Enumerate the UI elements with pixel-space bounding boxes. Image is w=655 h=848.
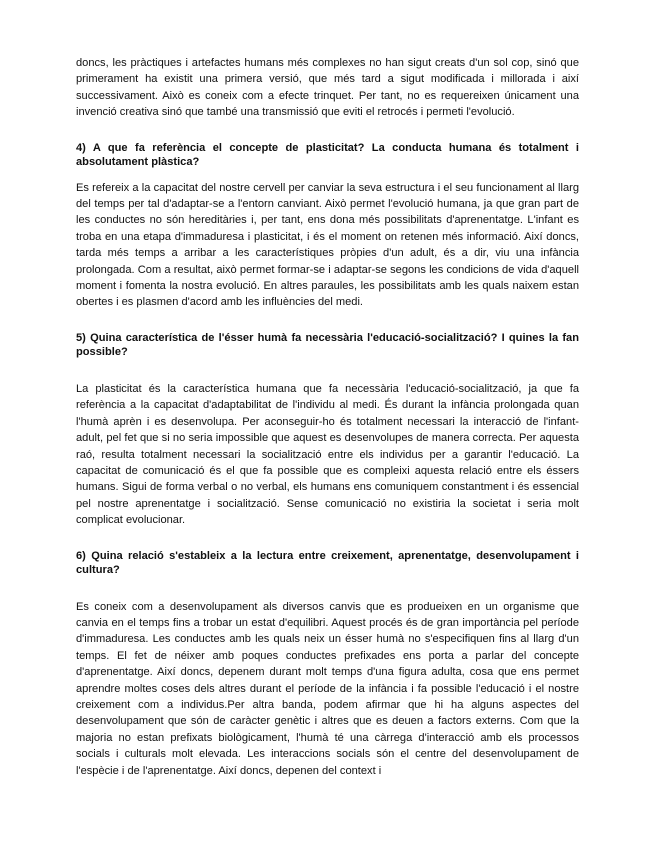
- answer-4-paragraph: Es refereix a la capacitat del nostre cervell per canviar la seva estructura i el seu funcionament al llarg del temps per tal d'adaptar-se a l'entorn canviant. Això permet l'evolució humana, ja que gran part de les conductes no són hereditàries i, per tant, ens dona més possibilitats d'aprenentatge. L'infant es troba en una etapa d'immaduresa i plasticitat, i és el moment on retenen més informació. Així doncs, tarda més temps a arribar a les característiques pròpies d'un adult, és a dir, viu una infància prolongada. Com a resultat, això permet formar-se i adaptar-se segons les condicions de vida d'aquell moment i fomenta la nostra evolució. En altres paraules, les possibilitats amb les quals naixem estan obertes i es plasmen d'acord amb les influències del medi.: [76, 181, 579, 309]
- document-page: [76, 55, 579, 779]
- intro-paragraph: doncs, les pràctiques i artefactes humans més complexes no han sigut creats d'un sol cop, sinó que primerament ha existit una primera versió, que més tard a sigut modificada i millorada i així successivament. Això es coneix com a efecte trinquet. Per tant, no es requereixen únicament una invenció creativa sinó que també una transmissió que eviti el retrocés i permeti l'evolució.: [76, 57, 579, 119]
- answer-5-paragraph: La plasticitat és la característica humana que fa necessària l'educació-socialització, ja que fa referència a la capacitat d'adaptabilitat de l'individu al medi. És durant la infància prolongada quan l'humà aprèn i es desenvolupa. Per aconseguir-ho és totalment necessari la interacció de l'infant-adult, pel fet que si no seria impossible que aquest es desenvolupes de manera correcta. Per aquesta raó, resulta totalment necessari la socialització entre els individus per a garantir l'educació. La capacitat de comunicació és el que fa possible que es compleixi aquesta relació entre els éssers humans. Sigui de forma verbal o no verbal, els humans ens comuniquem constantment i és essencial pel nostre aprenentatge i socialització. Sense comunicació no existiria la societat i seria molt complicat evolucionar.: [76, 382, 579, 527]
- answer-6-paragraph: Es coneix com a desenvolupament als diversos canvis que es produeixen en un organisme que canvia en el temps fins a trobar un estat d'equilibri. Aquest procés és de gran importància pel període d'immaduresa. Les conductes amb les quals neix un ésser humà no s'especifiquen fins al llarg d'un temps. El fet de néixer amb poques conductes prefixades ens porta a parlar del concepte d'aprenentatge. Així doncs, depenem durant molt temps d'una figura adulta, cosa que ens permet aprendre moltes coses dels altres durant el període de la infància i fa possible l'educació i el nostre creixement com a individus.Per altra banda, podem afirmar que hi ha alguns aspectes del desenvolupament que són de caràcter genètic i altres que es deuen a factors externs. Com que la majoria no estan prefixats biològicament, l'humà té una càrrega d'interacció amb els processos socials i culturals molt elevada. Les interaccions socials són el centre del desenvolupament de l'espècie i de l'aprenentatge. Així doncs, depenen del context i: [76, 600, 579, 777]
- question-6-heading: 6) Quina relació s'estableix a la lectura entre creixement, aprenentatge, desenvolupament i cultura?: [76, 549, 579, 577]
- question-4-heading: 4) A que fa referència el concepte de plasticitat? La conducta humana és totalment i absolutament plàstica?: [76, 141, 579, 169]
- question-5-heading: 5) Quina característica de l'ésser humà fa necessària l'educació-socialització? I quines la fan possible?: [76, 331, 579, 359]
